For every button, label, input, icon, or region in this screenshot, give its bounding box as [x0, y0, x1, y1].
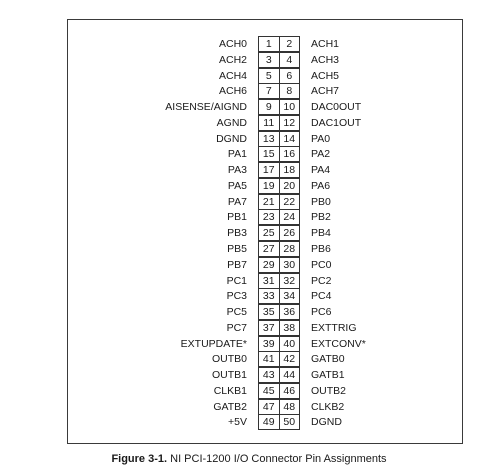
right-signal-name: DAC0OUT [311, 101, 362, 113]
right-signal-name: EXTTRIG [311, 322, 357, 334]
left-signal-name: +5V [228, 416, 247, 428]
right-signal-name: GATB1 [311, 369, 345, 381]
right-signal-name: PC4 [311, 290, 332, 302]
pin-row [0, 83, 498, 99]
figure-title: NI PCI-1200 I/O Connector Pin Assignments [170, 453, 387, 465]
right-pin-number: 12 [283, 117, 296, 129]
left-pin-number: 39 [259, 337, 280, 351]
left-pin-number: 7 [259, 84, 280, 98]
right-signal-name: GATB0 [311, 353, 345, 365]
left-pin-number: 47 [259, 400, 280, 414]
left-signal-name: OUTB0 [211, 353, 247, 365]
figure-caption [0, 452, 498, 466]
right-signal-name: PA2 [311, 148, 331, 160]
pin-row [0, 399, 498, 415]
pin-row [0, 209, 498, 225]
left-pin-number: 11 [259, 116, 280, 130]
left-pin-number: 33 [259, 289, 280, 303]
pin-pair-box [258, 288, 300, 304]
pin-row [0, 304, 498, 320]
pin-pair-box [258, 162, 300, 178]
left-pin-number: 29 [259, 258, 280, 272]
left-pin-number: 9 [259, 100, 280, 114]
right-signal-name: PA0 [311, 133, 331, 145]
left-pin-number: 21 [259, 195, 280, 209]
left-signal-name: AISENSE/AIGND [165, 101, 247, 113]
pin-row [0, 414, 498, 430]
left-signal-name: CLKB1 [213, 385, 247, 397]
left-signal-name: ACH6 [218, 85, 247, 97]
right-pin-number: 48 [283, 401, 296, 413]
pin-pair-box [258, 131, 300, 147]
right-signal-name: ACH5 [311, 70, 340, 82]
pin-row [0, 383, 498, 399]
pin-pair-box [258, 351, 300, 367]
left-signal-name: PC5 [226, 306, 247, 318]
right-pin-number: 46 [283, 385, 296, 397]
right-signal-name: PC0 [311, 259, 332, 271]
right-signal-name: ACH1 [311, 38, 340, 50]
left-pin-number: 27 [259, 242, 280, 256]
left-signal-name: PA1 [227, 148, 247, 160]
right-pin-number: 18 [283, 164, 296, 176]
left-signal-name: DGND [216, 133, 247, 145]
right-signal-name: PB6 [311, 243, 331, 255]
right-signal-name: PA4 [311, 164, 331, 176]
right-pin-number: 28 [283, 243, 296, 255]
right-pin-number: 20 [283, 180, 296, 192]
right-pin-number: 26 [283, 227, 296, 239]
right-signal-name: EXTCONV* [311, 338, 366, 350]
figure-number: Figure 3-1. [111, 453, 168, 465]
left-signal-name: PA5 [227, 180, 247, 192]
right-pin-number: 32 [283, 275, 296, 287]
right-signal-name: PB4 [311, 227, 331, 239]
right-pin-number: 6 [286, 70, 293, 82]
left-signal-name: ACH0 [218, 38, 247, 50]
left-signal-name: PB5 [227, 243, 247, 255]
pin-pair-box [258, 320, 300, 336]
left-pin-number: 1 [259, 37, 280, 51]
pin-row [0, 288, 498, 304]
pin-pair-box [258, 383, 300, 399]
pin-row [0, 131, 498, 147]
pin-pair-box [258, 146, 300, 162]
right-pin-number: 42 [283, 353, 296, 365]
left-pin-number: 41 [259, 352, 280, 366]
right-signal-name: PB2 [311, 211, 331, 223]
right-pin-number: 36 [283, 306, 296, 318]
pin-row [0, 241, 498, 257]
pin-row [0, 273, 498, 289]
left-signal-name: GATB2 [213, 401, 247, 413]
left-signal-name: PC3 [226, 290, 247, 302]
pin-pair-box [258, 257, 300, 273]
pin-pair-box [258, 367, 300, 383]
left-pin-number: 23 [259, 210, 280, 224]
left-signal-name: OUTB1 [211, 369, 247, 381]
right-signal-name: PB0 [311, 196, 331, 208]
pin-pair-box [258, 178, 300, 194]
left-pin-number: 19 [259, 179, 280, 193]
right-pin-number: 2 [286, 38, 293, 50]
pin-pair-box [258, 225, 300, 241]
pin-row [0, 320, 498, 336]
pin-pair-box [258, 399, 300, 415]
pin-row [0, 178, 498, 194]
pin-pair-box [258, 336, 300, 352]
right-signal-name: PC2 [311, 275, 332, 287]
right-signal-name: DAC1OUT [311, 117, 362, 129]
pin-row [0, 68, 498, 84]
left-signal-name: PB3 [227, 227, 247, 239]
right-pin-number: 30 [283, 259, 296, 271]
left-signal-name: EXTUPDATE* [180, 338, 247, 350]
left-pin-number: 17 [259, 163, 280, 177]
left-pin-number: 45 [259, 384, 280, 398]
right-pin-number: 8 [286, 85, 293, 97]
pin-row [0, 367, 498, 383]
right-signal-name: ACH3 [311, 54, 340, 66]
pin-row [0, 225, 498, 241]
left-signal-name: PC7 [226, 322, 247, 334]
left-pin-number: 37 [259, 321, 280, 335]
right-pin-number: 14 [283, 133, 296, 145]
left-signal-name: PB1 [227, 211, 247, 223]
pin-row [0, 115, 498, 131]
pin-row [0, 336, 498, 352]
pin-pair-box [258, 414, 300, 430]
left-pin-number: 25 [259, 226, 280, 240]
right-signal-name: PC6 [311, 306, 332, 318]
pin-pair-box [258, 209, 300, 225]
right-signal-name: PA6 [311, 180, 331, 192]
right-pin-number: 4 [286, 54, 293, 66]
left-pin-number: 35 [259, 305, 280, 319]
right-pin-number: 34 [283, 290, 296, 302]
right-pin-number: 24 [283, 211, 296, 223]
left-signal-name: PA3 [227, 164, 247, 176]
left-signal-name: ACH2 [218, 54, 247, 66]
pin-row [0, 146, 498, 162]
right-pin-number: 10 [283, 101, 296, 113]
right-signal-name: ACH7 [311, 85, 340, 97]
pin-pair-box [258, 83, 300, 99]
pin-pair-box [258, 304, 300, 320]
left-pin-number: 49 [259, 415, 280, 429]
left-signal-name: PA7 [227, 196, 247, 208]
right-pin-number: 40 [283, 338, 296, 350]
left-signal-name: AGND [216, 117, 247, 129]
left-signal-name: ACH4 [218, 70, 247, 82]
pin-pair-box [258, 241, 300, 257]
right-signal-name: CLKB2 [311, 401, 345, 413]
right-pin-number: 50 [283, 416, 296, 428]
left-pin-number: 13 [259, 132, 280, 146]
right-signal-name: DGND [311, 416, 342, 428]
right-pin-number: 16 [283, 148, 296, 160]
pin-pair-box [258, 115, 300, 131]
pin-pair-box [258, 36, 300, 52]
pin-row [0, 162, 498, 178]
right-pin-number: 22 [283, 196, 296, 208]
pin-pair-box [258, 99, 300, 115]
right-pin-number: 38 [283, 322, 296, 334]
pin-row [0, 351, 498, 367]
right-signal-name: OUTB2 [311, 385, 347, 397]
left-pin-number: 15 [259, 147, 280, 161]
left-pin-number: 5 [259, 69, 280, 83]
pin-pair-box [258, 194, 300, 210]
pin-row [0, 194, 498, 210]
right-pin-number: 44 [283, 369, 296, 381]
pin-pair-box [258, 68, 300, 84]
pin-row [0, 257, 498, 273]
left-signal-name: PB7 [227, 259, 247, 271]
pin-row [0, 36, 498, 52]
pin-row [0, 52, 498, 68]
pin-row [0, 99, 498, 115]
pin-pair-box [258, 273, 300, 289]
left-pin-number: 31 [259, 274, 280, 288]
left-pin-number: 3 [259, 53, 280, 67]
pin-pair-box [258, 52, 300, 68]
left-pin-number: 43 [259, 368, 280, 382]
left-signal-name: PC1 [226, 275, 247, 287]
